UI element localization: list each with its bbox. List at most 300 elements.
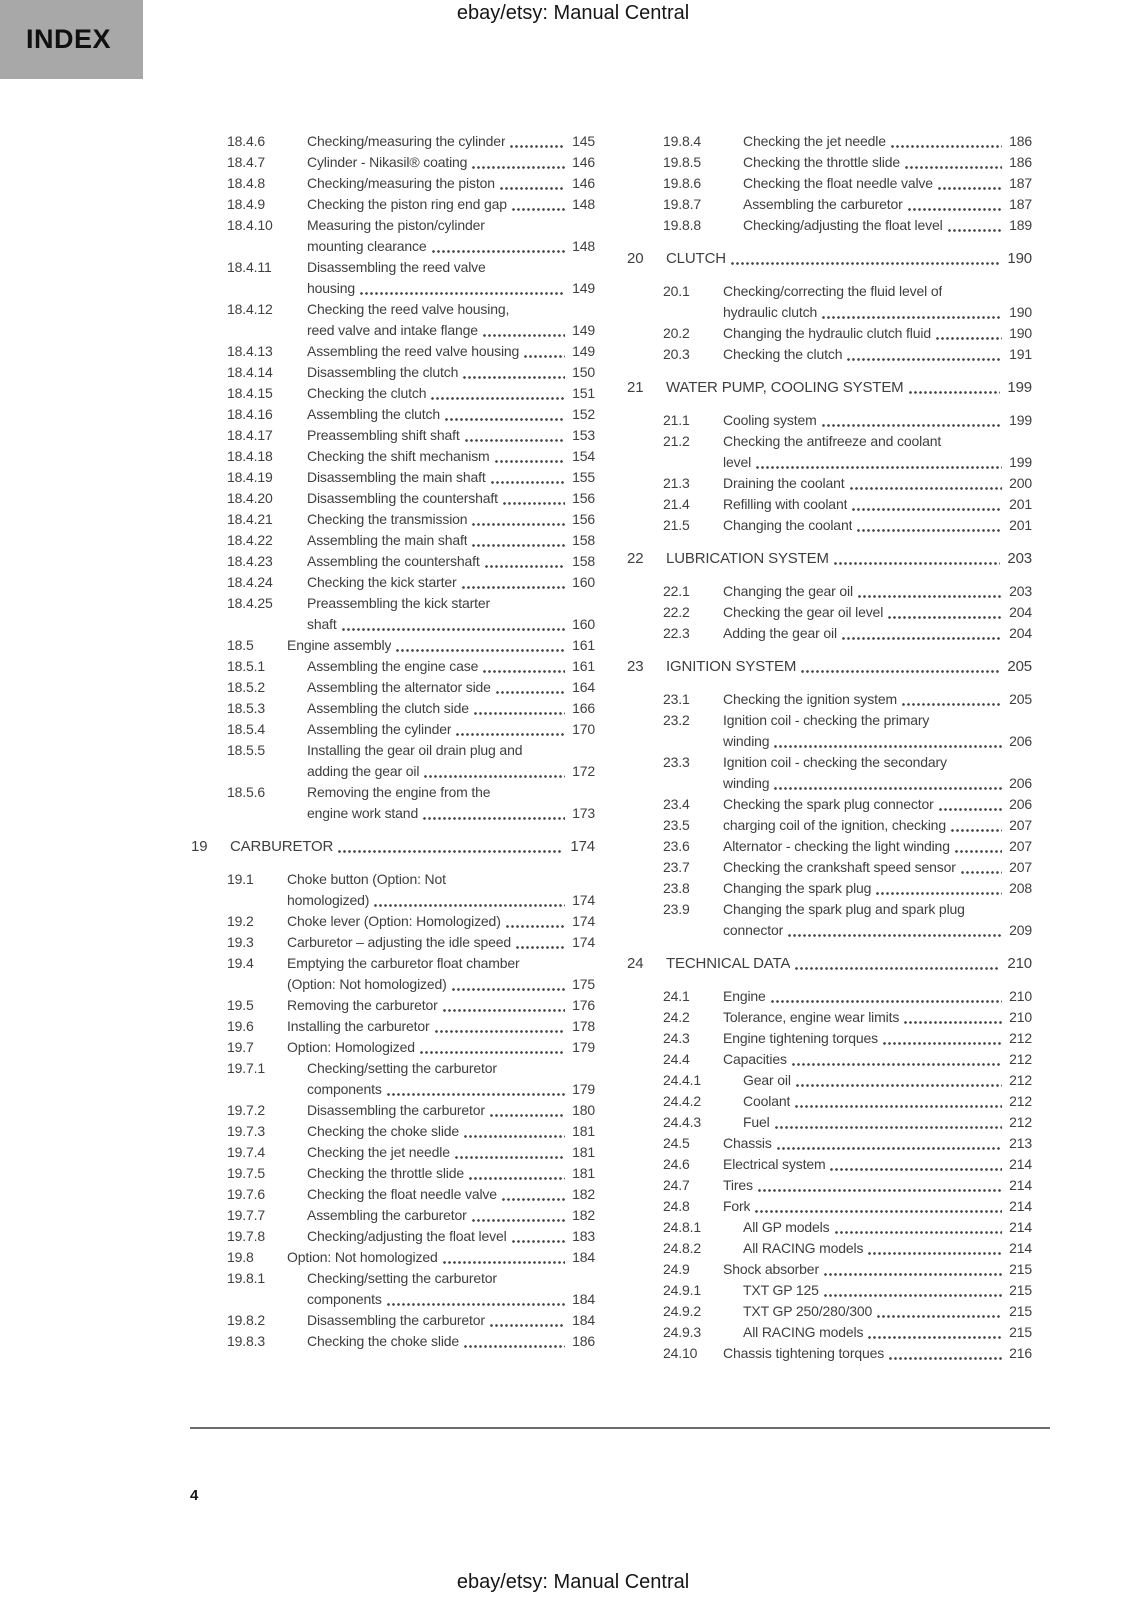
section-number: 23	[627, 658, 644, 675]
section-number: 18.4.10	[227, 217, 273, 233]
toc-entry	[627, 986, 1032, 1007]
section-number: 24.1	[663, 988, 690, 1004]
entry-title: IGNITION SYSTEM	[666, 658, 797, 675]
entry-title: Alternator - checking the light winding	[723, 838, 950, 854]
entry-title: Changing the coolant	[723, 517, 853, 533]
leader-dots	[473, 698, 565, 719]
toc-line	[627, 731, 1032, 752]
toc-entry	[191, 1226, 595, 1247]
entry-title: Checking/adjusting the float level	[743, 217, 943, 233]
leader-dots	[757, 1175, 1002, 1196]
toc-line	[627, 248, 1032, 269]
leader-dots	[773, 773, 1002, 794]
toc-line	[627, 953, 1032, 974]
entry-title: Fork	[723, 1198, 751, 1214]
section-number: 18.4.24	[227, 574, 273, 590]
toc-line	[191, 974, 595, 995]
entry-title: charging coil of the ignition, checking	[723, 817, 946, 833]
entry-title: Assembling the clutch	[307, 406, 441, 422]
entry-title: Changing the hydraulic clutch fluid	[723, 325, 931, 341]
page-number: 201	[1009, 496, 1032, 512]
toc-line	[627, 1217, 1032, 1238]
leader-dots	[791, 1049, 1002, 1070]
entry-title: CARBURETOR	[230, 838, 334, 855]
entry-title: TXT GP 125	[743, 1282, 819, 1298]
page-number: 190	[1009, 325, 1032, 341]
leader-dots	[501, 1184, 565, 1205]
toc-line	[627, 452, 1032, 473]
page-number: 214	[1009, 1219, 1032, 1235]
leader-dots	[947, 215, 1002, 236]
toc-entry	[627, 899, 1032, 941]
page-number: 212	[1009, 1030, 1032, 1046]
page-footer-title: ebay/etsy: Manual Central	[456, 1571, 690, 1593]
entry-title: Tolerance, engine wear limits	[723, 1009, 900, 1025]
section-number: 23.5	[663, 817, 690, 833]
leader-dots	[904, 152, 1002, 173]
leader-dots	[823, 1259, 1002, 1280]
page-number: 203	[1009, 583, 1032, 599]
leader-dots	[935, 323, 1002, 344]
section-number: 24.4.1	[663, 1072, 702, 1088]
entry-title: Coolant	[743, 1093, 791, 1109]
leader-dots	[423, 761, 565, 782]
toc-entry	[191, 530, 595, 551]
entry-title: adding the gear oil	[307, 763, 420, 779]
index-label: INDEX	[26, 23, 112, 54]
toc-line	[627, 752, 1032, 773]
page-number: 210	[1007, 955, 1032, 972]
toc-entry	[191, 152, 595, 173]
entry-title: Preassembling the kick starter	[307, 595, 491, 611]
leader-dots	[523, 341, 565, 362]
entry-title: Adding the gear oil	[723, 625, 837, 641]
toc-entry	[627, 323, 1032, 344]
toc-line	[627, 1301, 1032, 1322]
toc-line	[627, 194, 1032, 215]
page-number: 212	[1009, 1114, 1032, 1130]
page-number: 207	[1009, 859, 1032, 875]
toc-entry	[191, 509, 595, 530]
toc-line	[191, 1310, 595, 1331]
section-number: 18.4.18	[227, 448, 273, 464]
section-number: 18.4.15	[227, 385, 273, 401]
toc-entry	[627, 1301, 1032, 1322]
toc-entry	[627, 494, 1032, 515]
toc-entry	[191, 1163, 595, 1184]
section-number: 24.8.1	[663, 1219, 702, 1235]
page-number: 212	[1009, 1072, 1032, 1088]
page-number: 213	[1009, 1135, 1032, 1151]
toc-entry	[191, 131, 595, 152]
toc-line	[627, 1133, 1032, 1154]
section-number: 24	[627, 955, 644, 972]
section-number: 24.5	[663, 1135, 690, 1151]
toc-line	[627, 131, 1032, 152]
page-number: 174	[572, 934, 595, 950]
page-number: 181	[572, 1123, 595, 1139]
toc-entry	[191, 1037, 595, 1058]
toc-line	[191, 1142, 595, 1163]
page-number: 206	[1009, 775, 1032, 791]
toc-entry	[627, 623, 1032, 644]
page-number: 149	[572, 322, 595, 338]
section-number: 23.2	[663, 712, 690, 728]
toc-entry	[191, 551, 595, 572]
page-number: 191	[1009, 346, 1032, 362]
section-number: 18.4.22	[227, 532, 273, 548]
page-number: 153	[572, 427, 595, 443]
toc-entry	[627, 1154, 1032, 1175]
page-number: 186	[1009, 133, 1032, 149]
toc-entry	[191, 257, 595, 299]
section-number: 19.7	[227, 1039, 254, 1055]
toc-entry	[627, 281, 1032, 323]
leader-dots	[495, 677, 565, 698]
entry-title: Refilling with coolant	[723, 496, 848, 512]
toc-entry	[191, 446, 595, 467]
toc-entry	[627, 410, 1032, 431]
page-number: 156	[572, 511, 595, 527]
entry-title: Installing the carburetor	[287, 1018, 430, 1034]
section-number: 24.9	[663, 1261, 690, 1277]
section-number: 19.8.1	[227, 1270, 266, 1286]
page-number: 207	[1009, 838, 1032, 854]
section-number: 19.7.7	[227, 1207, 266, 1223]
toc-line	[191, 131, 595, 152]
section-number: 19.7.4	[227, 1144, 266, 1160]
entry-title: Checking the transmission	[307, 511, 468, 527]
toc-section-heading	[627, 953, 1032, 974]
entry-title: Checking the choke slide	[307, 1333, 460, 1349]
entry-title: Assembling the main shaft	[307, 532, 468, 548]
page-number: 172	[572, 763, 595, 779]
leader-dots	[455, 719, 565, 740]
entry-title: Assembling the carburetor	[307, 1207, 467, 1223]
section-number: 19.8.4	[663, 133, 702, 149]
leader-dots	[505, 911, 565, 932]
leader-dots	[833, 548, 1001, 569]
toc-line	[191, 836, 595, 857]
leader-dots	[386, 1289, 565, 1310]
entry-title: Measuring the piston/cylinder	[307, 217, 485, 233]
toc-entry	[627, 1112, 1032, 1133]
toc-entry	[191, 299, 595, 341]
leader-dots	[430, 383, 565, 404]
leader-dots	[451, 974, 565, 995]
page-number: 186	[1009, 154, 1032, 170]
entry-title: All GP models	[743, 1219, 830, 1235]
toc-entry	[191, 677, 595, 698]
toc-line	[627, 689, 1032, 710]
entry-title: Installing the gear oil drain plug and	[307, 742, 523, 758]
page-number: 182	[572, 1186, 595, 1202]
entry-title: Fuel	[743, 1114, 770, 1130]
section-number: 23.8	[663, 880, 690, 896]
section-number: 19.8.7	[663, 196, 702, 212]
entry-title: Draining the coolant	[723, 475, 845, 491]
entry-title: Assembling the carburetor	[743, 196, 903, 212]
page-number: 199	[1009, 454, 1032, 470]
entry-title: Disassembling the clutch	[307, 364, 459, 380]
leader-dots	[890, 131, 1002, 152]
toc-entry	[191, 656, 595, 677]
entry-title: Capacities	[723, 1051, 787, 1067]
toc-entry	[191, 1100, 595, 1121]
toc-entry	[191, 932, 595, 953]
section-number: 20.3	[663, 346, 690, 362]
toc-line	[627, 473, 1032, 494]
leader-dots	[463, 1121, 565, 1142]
leader-dots	[849, 473, 1003, 494]
toc-line	[191, 278, 595, 299]
toc-line	[191, 614, 595, 635]
toc-line	[191, 803, 595, 824]
toc-entry	[191, 341, 595, 362]
entry-title: Electrical system	[723, 1156, 826, 1172]
leader-dots	[794, 953, 1000, 974]
toc-line	[627, 1280, 1032, 1301]
page-number: 160	[572, 574, 595, 590]
toc-entry	[627, 1049, 1032, 1070]
section-number: 18.4.21	[227, 511, 273, 527]
page-number: 161	[572, 637, 595, 653]
leader-dots	[773, 731, 1002, 752]
toc-line	[627, 773, 1032, 794]
toc-line	[627, 281, 1032, 302]
entry-title: hydraulic clutch	[723, 304, 818, 320]
section-number: 18.4.13	[227, 343, 273, 359]
toc-entry	[191, 1205, 595, 1226]
leader-dots	[494, 446, 566, 467]
entry-title: components	[307, 1081, 382, 1097]
toc-line	[627, 1028, 1032, 1049]
toc-entry	[191, 194, 595, 215]
section-number: 18.5	[227, 637, 254, 653]
leader-dots	[359, 278, 565, 299]
toc-line	[191, 572, 595, 593]
page-number: 184	[572, 1291, 595, 1307]
leader-dots	[454, 1142, 565, 1163]
entry-title: Engine assembly	[287, 637, 392, 653]
toc-line	[191, 1016, 595, 1037]
toc-line	[627, 656, 1032, 677]
leader-dots	[482, 656, 565, 677]
entry-title: WATER PUMP, COOLING SYSTEM	[666, 379, 904, 396]
leader-dots	[464, 425, 565, 446]
toc-entry	[191, 1310, 595, 1331]
toc-line	[627, 431, 1032, 452]
toc-line	[627, 920, 1032, 941]
toc-entry	[191, 698, 595, 719]
toc-line	[191, 1205, 595, 1226]
leader-dots	[829, 1154, 1002, 1175]
page-number: 146	[572, 175, 595, 191]
toc-line	[627, 515, 1032, 536]
toc-line	[191, 719, 595, 740]
page-number: 156	[572, 490, 595, 506]
entry-title: level	[723, 454, 752, 470]
toc-entry	[191, 1247, 595, 1268]
section-number: 19.7.2	[227, 1102, 266, 1118]
entry-title: winding	[723, 733, 770, 749]
leader-dots	[502, 488, 565, 509]
section-number: 21.4	[663, 496, 690, 512]
toc-entry	[627, 152, 1032, 173]
entry-title: Engine tightening torques	[723, 1030, 879, 1046]
toc-line	[191, 551, 595, 572]
toc-entry	[191, 362, 595, 383]
entry-title: Checking/setting the carburetor	[307, 1270, 497, 1286]
toc-line	[627, 1196, 1032, 1217]
entry-title: Checking/measuring the piston	[307, 175, 495, 191]
leader-dots	[489, 1310, 565, 1331]
toc-entry	[191, 911, 595, 932]
page-number: 210	[1009, 988, 1032, 1004]
entry-title: TECHNICAL DATA	[666, 955, 791, 972]
toc-line	[191, 467, 595, 488]
page-number: 151	[572, 385, 595, 401]
toc-line	[191, 509, 595, 530]
toc-line	[191, 656, 595, 677]
entry-title: Cooling system	[723, 412, 817, 428]
entry-title: connector	[723, 922, 784, 938]
leader-dots	[907, 194, 1002, 215]
index-tab	[0, 0, 143, 79]
section-number: 18.5.1	[227, 658, 266, 674]
section-number: 18.4.20	[227, 490, 273, 506]
section-number: 19.3	[227, 934, 254, 950]
leader-dots	[903, 1007, 1002, 1028]
page-number: 209	[1009, 922, 1032, 938]
section-number: 19.8	[227, 1249, 254, 1265]
leader-dots	[341, 614, 565, 635]
entry-title: Assembling the cylinder	[307, 721, 452, 737]
toc-entry	[627, 689, 1032, 710]
entry-title: Assembling the engine case	[307, 658, 479, 674]
section-number: 21.5	[663, 517, 690, 533]
section-number: 24.2	[663, 1009, 690, 1025]
section-number: 24.6	[663, 1156, 690, 1172]
entry-title: Assembling the countershaft	[307, 553, 480, 569]
page-number: 207	[1009, 817, 1032, 833]
page-number: 203	[1007, 550, 1032, 567]
page-number: 146	[572, 154, 595, 170]
entry-title: Changing the spark plug	[723, 880, 872, 896]
toc-entry	[627, 194, 1032, 215]
leader-dots	[875, 878, 1002, 899]
section-number: 18.5.5	[227, 742, 266, 758]
entry-title: Checking the float needle valve	[743, 175, 933, 191]
leader-dots	[856, 515, 1002, 536]
section-number: 19.7.1	[227, 1060, 266, 1076]
section-number: 21.3	[663, 475, 690, 491]
toc-entry	[191, 740, 595, 782]
toc-line	[627, 602, 1032, 623]
entry-title: winding	[723, 775, 770, 791]
toc-line	[627, 1091, 1032, 1112]
page-number: 181	[572, 1165, 595, 1181]
section-number: 24.4.2	[663, 1093, 702, 1109]
toc-line	[627, 1343, 1032, 1364]
toc-entry	[191, 404, 595, 425]
entry-title: Choke lever (Option: Homologized)	[287, 913, 501, 929]
entry-title: homologized)	[287, 892, 370, 908]
leader-dots	[794, 1091, 1002, 1112]
toc-line	[627, 836, 1032, 857]
toc-line	[627, 1259, 1032, 1280]
toc-entry	[627, 515, 1032, 536]
page-number: 205	[1009, 691, 1032, 707]
entry-title: Changing the spark plug and spark plug	[723, 901, 965, 917]
entry-title: Checking the clutch	[723, 346, 843, 362]
section-number: 24.9.3	[663, 1324, 702, 1340]
page-number: 173	[572, 805, 595, 821]
toc-line	[191, 890, 595, 911]
toc-line	[627, 623, 1032, 644]
entry-title: Carburetor – adjusting the idle speed	[287, 934, 512, 950]
page-number: 181	[572, 1144, 595, 1160]
entry-title: Checking the throttle slide	[307, 1165, 465, 1181]
toc-line	[191, 761, 595, 782]
toc-entry	[627, 752, 1032, 794]
entry-title: Checking the float needle valve	[307, 1186, 497, 1202]
toc-entry	[191, 1184, 595, 1205]
section-number: 19	[191, 838, 208, 855]
toc-line	[191, 173, 595, 194]
section-number: 20.1	[663, 283, 690, 299]
leader-dots	[960, 857, 1002, 878]
leader-dots	[755, 452, 1002, 473]
toc-line	[627, 344, 1032, 365]
page-number: 160	[572, 616, 595, 632]
entry-title: Ignition coil - checking the secondary	[723, 754, 947, 770]
entry-title: shaft	[307, 616, 337, 632]
toc-entry	[627, 431, 1032, 473]
toc-entry	[627, 1007, 1032, 1028]
leader-dots	[841, 623, 1002, 644]
section-number: 24.4.3	[663, 1114, 702, 1130]
leader-dots	[471, 1205, 565, 1226]
page-number: 179	[572, 1081, 595, 1097]
toc-line	[627, 1175, 1032, 1196]
section-number: 24.8	[663, 1198, 690, 1214]
toc-right-column	[627, 131, 1032, 1364]
entry-title: Checking the choke slide	[307, 1123, 460, 1139]
section-number: 18.4.17	[227, 427, 273, 443]
toc-entry	[191, 1016, 595, 1037]
section-number: 24.10	[663, 1345, 698, 1361]
entry-title: (Option: Not homologized)	[287, 976, 447, 992]
leader-dots	[499, 173, 565, 194]
leader-dots	[471, 530, 565, 551]
entry-title: Checking the jet needle	[743, 133, 886, 149]
toc-line	[191, 698, 595, 719]
section-number: 20	[627, 250, 644, 267]
page-number: 190	[1007, 250, 1032, 267]
page-number: 199	[1007, 379, 1032, 396]
entry-title: Option: Not homologized	[287, 1249, 438, 1265]
page-number: 174	[570, 838, 595, 855]
toc-entry	[191, 635, 595, 656]
toc-entry	[191, 593, 595, 635]
toc-entry	[191, 1331, 595, 1352]
toc-section-heading	[627, 248, 1032, 269]
leader-dots	[482, 320, 565, 341]
toc-line	[191, 593, 595, 614]
leader-dots	[834, 1217, 1003, 1238]
toc-section-heading	[627, 656, 1032, 677]
